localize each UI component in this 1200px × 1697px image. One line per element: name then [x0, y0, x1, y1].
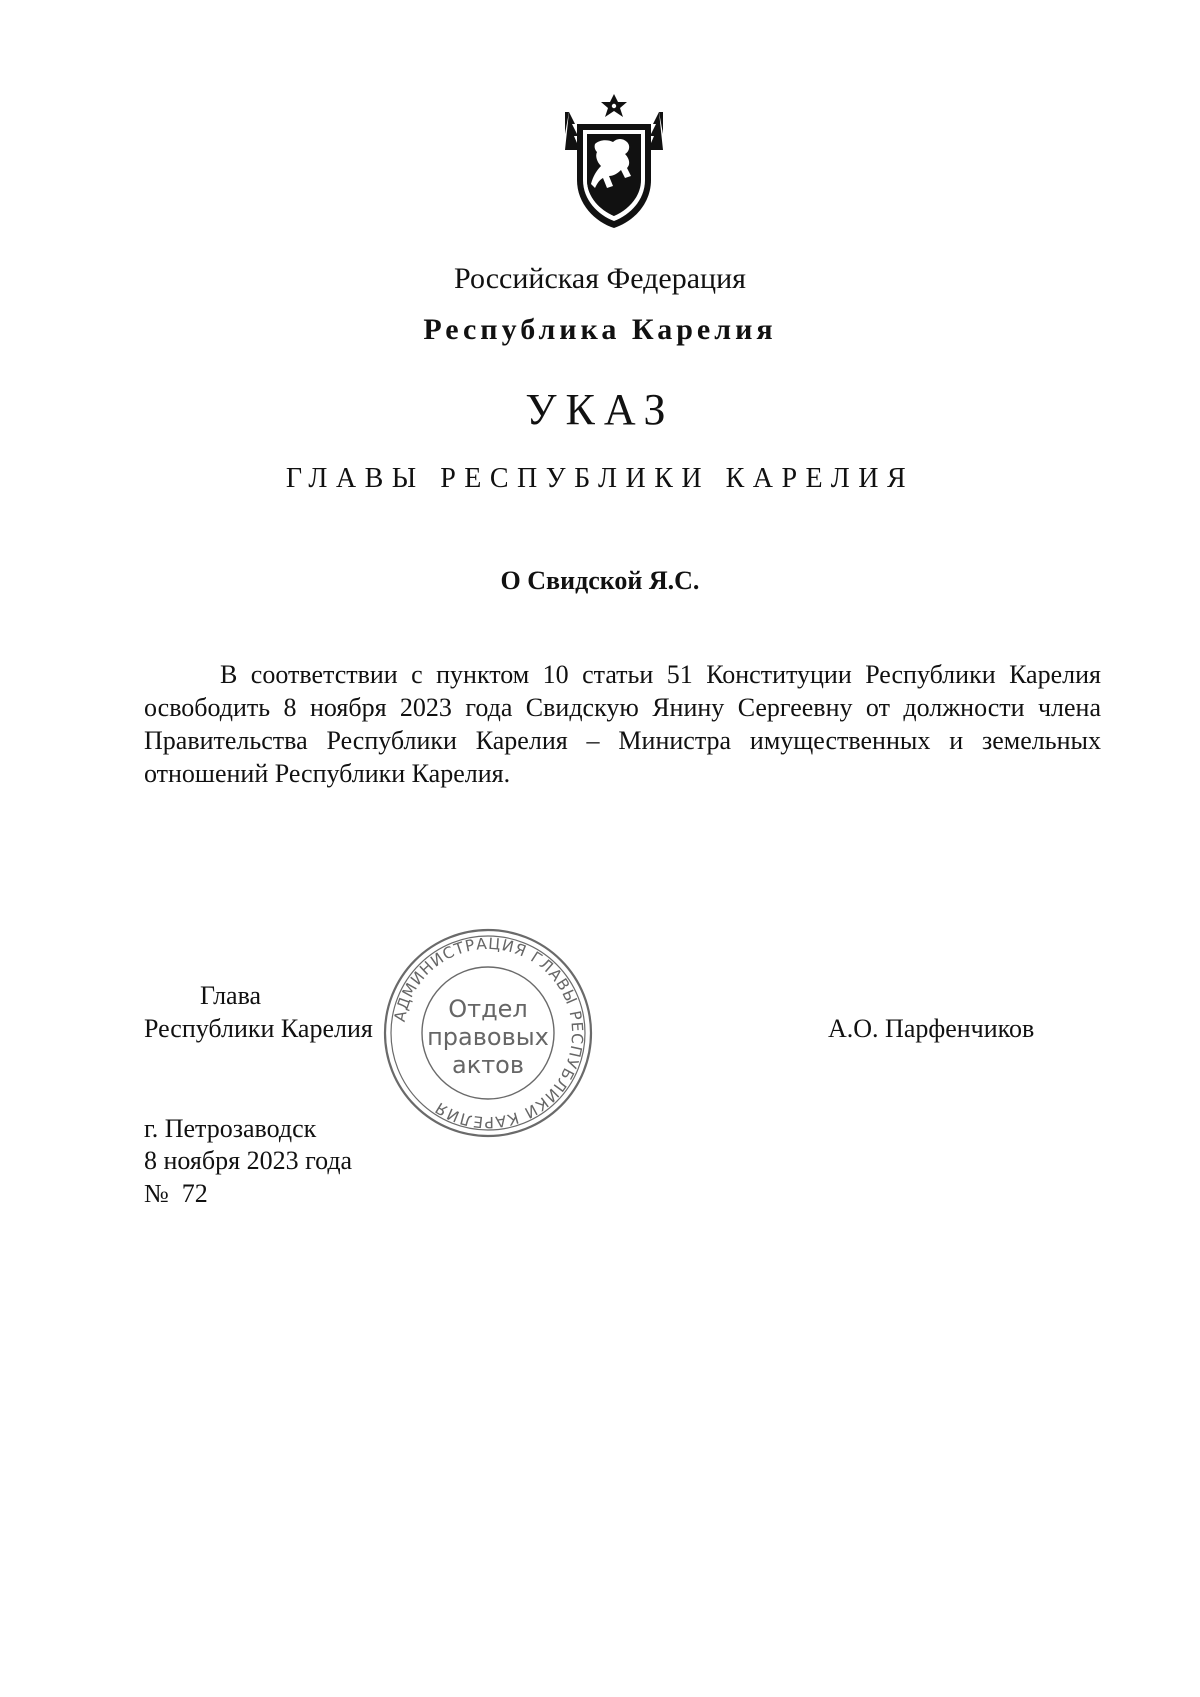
country-name: Российская Федерация	[454, 262, 746, 295]
region-name: Республика Карелия	[423, 313, 777, 346]
document-body: В соответствии с пунктом 10 статьи 51 Конституции Республики Карелия освободить 8 ноября 2023 года Свидскую Янину Сергеевну от должности члена Правительства Республики Карелия – Министра имущественных и земельных отношений Республики Карелия.	[144, 660, 1101, 788]
signatory-name: А.О. Парфенчиков	[828, 1014, 1035, 1043]
karelia-coat-of-arms-icon	[565, 94, 663, 230]
signatory-title-line2: Республики Карелия	[144, 1014, 373, 1043]
issue-date: 8 ноября 2023 года	[144, 1146, 353, 1175]
issue-place: г. Петрозаводск	[144, 1114, 317, 1143]
document-number: № 72	[144, 1179, 208, 1208]
stamp-ring-text: АДМИНИСТРАЦИЯ ГЛАВЫ РЕСПУБЛИКИ КАРЕЛИЯ	[390, 934, 587, 1132]
stamp-center-line3: актов	[451, 1051, 525, 1079]
stamp-center-line1: Отдел	[448, 995, 528, 1023]
official-stamp	[380, 925, 596, 1141]
document-type: УКАЗ	[525, 385, 675, 434]
stamp-center-line2: правовых	[427, 1023, 549, 1051]
signatory-title-line1: Глава	[200, 981, 262, 1010]
document-subject: О Свидской Я.С.	[500, 566, 700, 595]
document-issuer: ГЛАВЫ РЕСПУБЛИКИ КАРЕЛИЯ	[285, 463, 915, 494]
